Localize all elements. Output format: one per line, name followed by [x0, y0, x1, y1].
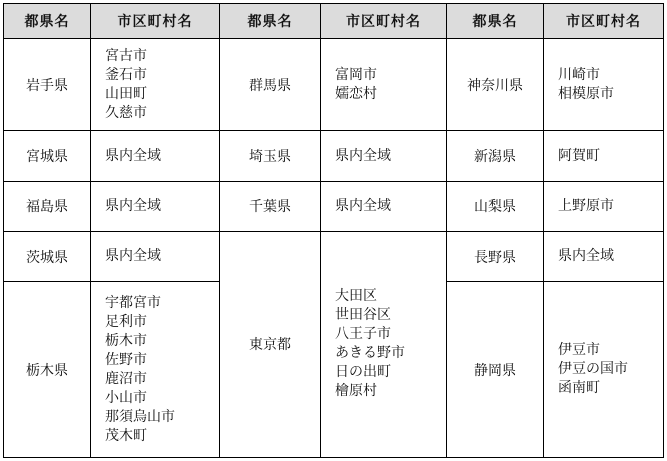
- pref-yamanashi: 山梨県: [447, 181, 544, 231]
- header-city-3: 市区町村名: [544, 4, 664, 39]
- cities-ibaraki: [91, 231, 220, 281]
- pref-iwate: 岩手県: [4, 39, 91, 131]
- cities-niigata: [544, 131, 664, 181]
- cities-shizuoka: [544, 282, 664, 458]
- header-city-2: 市区町村名: [321, 4, 447, 39]
- city-kuji: 久慈市: [105, 104, 147, 121]
- table-row: [4, 231, 664, 281]
- city-utsunomiya: 宇都宮市: [105, 294, 161, 311]
- city-kamaishi: 釜石市: [105, 66, 147, 83]
- pref-nagano: 長野県: [447, 231, 544, 281]
- city-yamada: 山田町: [105, 85, 147, 102]
- city-nasukarasuyama: 那須烏山市: [105, 408, 175, 425]
- table-row: [4, 131, 664, 181]
- city-izunokuni: 伊豆の国市: [558, 361, 628, 378]
- header-pref-2: 都県名: [220, 4, 321, 39]
- pref-tokyo: 東京都: [220, 231, 321, 457]
- city-all: 県内全域: [335, 147, 391, 164]
- cities-miyagi: [91, 131, 220, 181]
- city-uenohara: 上野原市: [558, 197, 614, 214]
- cities-gunma: [321, 39, 447, 131]
- table-row: [4, 181, 664, 231]
- city-tsumagoi: 嬬恋村: [335, 85, 377, 102]
- cities-chiba: [321, 181, 447, 231]
- cities-fukushima: [91, 181, 220, 231]
- city-kannami: 函南町: [558, 380, 600, 397]
- city-hachioji: 八王子市: [335, 326, 391, 343]
- city-all: 県内全域: [105, 197, 161, 214]
- city-aga: 阿賀町: [558, 147, 600, 164]
- city-all: 県内全域: [105, 147, 161, 164]
- city-izu: 伊豆市: [558, 342, 600, 359]
- header-pref-1: 都県名: [4, 4, 91, 39]
- city-kawasaki: 川崎市: [558, 66, 600, 83]
- table-row: [4, 39, 664, 131]
- city-setagaya: 世田谷区: [335, 307, 391, 324]
- pref-tochigi: 栃木県: [4, 282, 91, 458]
- cities-yamanashi: [544, 181, 664, 231]
- city-miyako: 宮古市: [105, 47, 147, 64]
- region-table: [3, 3, 664, 458]
- cities-tochigi: [91, 282, 220, 458]
- pref-gunma: 群馬県: [220, 39, 321, 131]
- cities-kanagawa: [544, 39, 664, 131]
- city-oyama: 小山市: [105, 389, 147, 406]
- city-sano: 佐野市: [105, 351, 147, 368]
- cities-nagano: [544, 231, 664, 281]
- city-hinohara: 檜原村: [335, 383, 377, 400]
- pref-kanagawa: 神奈川県: [447, 39, 544, 131]
- city-sagamihara: 相模原市: [558, 85, 614, 102]
- cities-iwate: [91, 39, 220, 131]
- cities-tokyo: [321, 231, 447, 457]
- city-all: 県内全域: [558, 248, 614, 265]
- city-kanuma: 鹿沼市: [105, 370, 147, 387]
- pref-fukushima: 福島県: [4, 181, 91, 231]
- city-tochigi: 栃木市: [105, 332, 147, 349]
- city-hinode: 日の出町: [335, 364, 391, 381]
- pref-saitama: 埼玉県: [220, 131, 321, 181]
- pref-shizuoka: 静岡県: [447, 282, 544, 458]
- pref-ibaraki: 茨城県: [4, 231, 91, 281]
- pref-chiba: 千葉県: [220, 181, 321, 231]
- header-pref-3: 都県名: [447, 4, 544, 39]
- city-akiruno: あきる野市: [335, 345, 405, 362]
- pref-niigata: 新潟県: [447, 131, 544, 181]
- header-row: [4, 4, 664, 39]
- city-tomioka: 富岡市: [335, 66, 377, 83]
- city-all: 県内全域: [335, 197, 391, 214]
- city-ashikaga: 足利市: [105, 313, 147, 330]
- pref-miyagi: 宮城県: [4, 131, 91, 181]
- city-all: 県内全域: [105, 248, 161, 265]
- header-city-1: 市区町村名: [91, 4, 220, 39]
- cities-saitama: [321, 131, 447, 181]
- city-motegi: 茂木町: [105, 427, 147, 444]
- city-ota: 大田区: [335, 288, 377, 305]
